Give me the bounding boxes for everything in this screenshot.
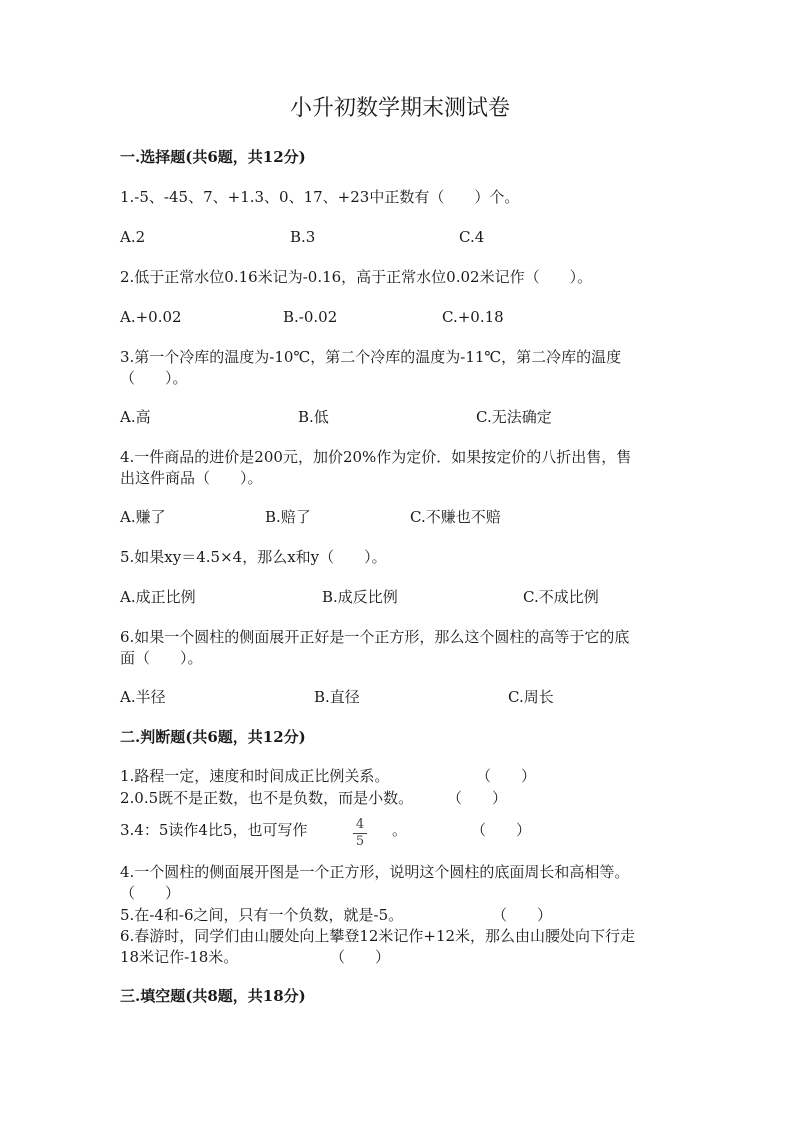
question-6-text-line-1: 6.如果一个圆柱的侧面展开正好是一个正方形，那么这个圆柱的高等于它的底 — [120, 628, 630, 646]
question-2-option-b: B.-0.02 — [283, 308, 338, 326]
question-2-option-a: A.+0.02 — [120, 308, 182, 326]
section-2-heading: 二.判断题(共6题，共12分) — [120, 728, 306, 746]
question-2-option-c: C.+0.18 — [442, 308, 504, 326]
question-3-option-c: C.无法确定 — [476, 408, 552, 426]
judgment-3-period: 。 — [392, 821, 408, 839]
question-4-text-line-1: 4.一件商品的进价是200元，加价20%作为定价．如果按定价的八折出售，售 — [120, 448, 632, 466]
question-1-option-a: A.2 — [120, 228, 146, 246]
question-6-option-b: B.直径 — [314, 688, 360, 706]
question-5-option-b: B.成反比例 — [322, 588, 398, 606]
judgment-1-text: 1.路程一定，速度和时间成正比例关系。 — [120, 767, 390, 785]
judgment-5-answer-blank: （ ） — [492, 906, 553, 924]
judgment-6-text-line-1: 6.春游时，同学们由山腰处向上攀登12米记作+12米，那么由山腰处向下行走 — [120, 927, 636, 945]
judgment-3-fraction — [353, 818, 367, 849]
question-6-option-c: C.周长 — [508, 688, 554, 706]
question-4-option-a: A.赚了 — [120, 508, 166, 526]
question-5-option-c: C.不成比例 — [523, 588, 599, 606]
judgment-2-text: 2.0.5既不是正数，也不是负数，而是小数。 — [120, 789, 414, 807]
judgment-3-answer-blank: （ ） — [471, 821, 532, 839]
question-3-text-line-2: （ ）。 — [120, 369, 188, 387]
question-1-option-b: B.3 — [290, 228, 316, 246]
question-3-option-a: A.高 — [120, 408, 151, 426]
section-3-heading: 三.填空题(共8题，共18分) — [120, 987, 306, 1005]
question-1-text: 1.-5、-45、7、+1.3、0、17、+23中正数有（ ）个。 — [120, 188, 520, 206]
question-3-option-b: B.低 — [298, 408, 329, 426]
judgment-1-answer-blank: （ ） — [476, 767, 537, 785]
exam-title: 小升初数学期末测试卷 — [289, 96, 510, 121]
judgment-5-text: 5.在-4和-6之间，只有一个负数，就是-5。 — [120, 906, 404, 924]
question-4-text-line-2: 出这件商品（ ）。 — [120, 469, 263, 487]
question-4-option-b: B.赔了 — [265, 508, 311, 526]
question-5-text: 5.如果xy＝4.5×4，那么x和y（ ）。 — [120, 548, 387, 566]
question-2-text: 2.低于正常水位0.16米记为-0.16，高于正常水位0.02米记作（ ）。 — [120, 268, 593, 286]
judgment-4-answer-blank: （ ） — [120, 884, 181, 902]
question-1-option-c: C.4 — [459, 228, 485, 246]
question-6-text-line-2: 面（ ）。 — [120, 649, 203, 667]
section-1-heading: 一.选择题(共6题，共12分) — [120, 148, 306, 166]
fraction-numerator: 4 — [353, 818, 367, 834]
question-3-text-line-1: 3.第一个冷库的温度为-10℃，第二个冷库的温度为-11℃，第二冷库的温度 — [120, 348, 622, 366]
judgment-3-text: 3.4：5读作4比5，也可写作 — [120, 821, 308, 839]
fraction-denominator: 5 — [355, 834, 365, 849]
question-5-option-a: A.成正比例 — [120, 588, 196, 606]
question-4-option-c: C.不赚也不赔 — [410, 508, 501, 526]
question-6-option-a: A.半径 — [120, 688, 166, 706]
judgment-6-answer-blank: （ ） — [330, 948, 391, 966]
judgment-6-text-line-2: 18米记作-18米。 — [120, 948, 239, 966]
judgment-2-answer-blank: （ ） — [447, 789, 508, 807]
judgment-4-text: 4.一个圆柱的侧面展开图是一个正方形，说明这个圆柱的底面周长和高相等。 — [120, 863, 630, 881]
